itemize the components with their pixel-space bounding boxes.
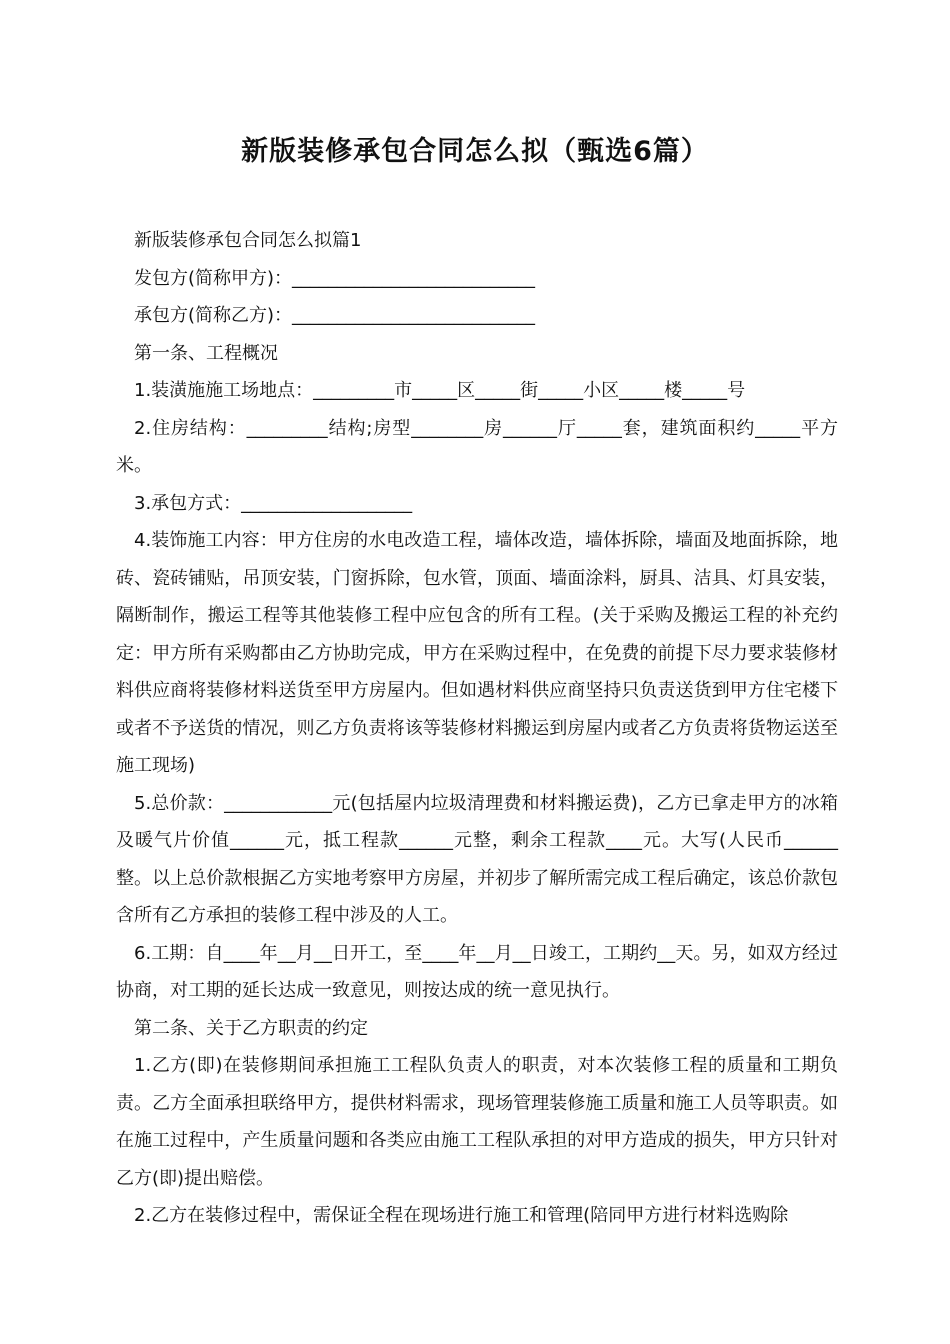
party-b-line: 承包方(简称乙方)：___________________________ <box>134 305 536 326</box>
document-title: 新版装修承包合同怎么拟（甄选6篇） <box>241 136 709 167</box>
clause-paragraph: 2.乙方在装修过程中，需保证全程在现场进行施工和管理(陪同甲方进行材料选购除 <box>134 1205 789 1226</box>
article-heading: 第二条、关于乙方职责的约定 <box>134 1017 368 1039</box>
clause-paragraph: 4.装饰施工内容：甲方住房的水电改造工程，墙体改造，墙体拆除，墙面及地面拆除，地砖、瓷砖铺贴，吊顶安装，门窗拆除，包水管，顶面、墙面涂料，厨具、洁具、灯具安装，隔断制作，搬运工程等其他装修工程中应包含的所有工程。(关于采购及搬运工程的补充约定：甲方所有采购都由乙方协助完成，甲方在采购过程中，在免费的前提下尽力要求装修材料供应商将装修材料送货至甲方房屋内。但如遇材料供应商坚持只负责送货到甲方住宅楼下或者不予送货的情况，则乙方负责将该等装修材料搬运到房屋内或者乙方负责将货物运送至施工现场) <box>116 530 838 776</box>
section-heading: 新版装修承包合同怎么拟篇1 <box>134 230 362 251</box>
article-heading: 第一条、工程概况 <box>134 342 278 364</box>
party-a-line: 发包方(简称甲方)：___________________________ <box>134 267 536 289</box>
clause-paragraph: 1.装潢施施工场地点：_________市_____区_____街_____小区_____楼_____号 <box>134 380 746 401</box>
clause-paragraph: 6.工期：自____年__月__日开工，至____年__月__日竣工，工期约__天。另，如双方经过协商，对工期的延长达成一致意见，则按达成的统一意见执行。 <box>116 942 838 1001</box>
clause-paragraph: 5.总价款：____________元(包括屋内垃圾清理费和材料搬运费)，乙方已拿走甲方的冰箱及暖气片价值______元，抵工程款______元整，剩余工程款____元。大写(人民币______整。以上总价款根据乙方实地考察甲方房屋，并初步了解所需完成工程后确定，该总价款包含所有乙方承担的装修工程中涉及的人工。 <box>116 792 838 926</box>
clause-paragraph: 3.承包方式：___________________ <box>134 492 413 514</box>
clause-paragraph: 1.乙方(即)在装修期间承担施工工程队负责人的职责，对本次装修工程的质量和工期负责。乙方全面承担联络甲方，提供材料需求，现场管理装修施工质量和施工人员等职责。如在施工过程中，产生质量问题和各类应由施工工程队承担的对甲方造成的损失，甲方只针对乙方(即)提出赔偿。 <box>116 1055 838 1189</box>
clause-paragraph: 2.住房结构：_________结构;房型________房______厅_____套，建筑面积约_____平方米。 <box>116 417 838 476</box>
document-body <box>116 222 838 1235</box>
